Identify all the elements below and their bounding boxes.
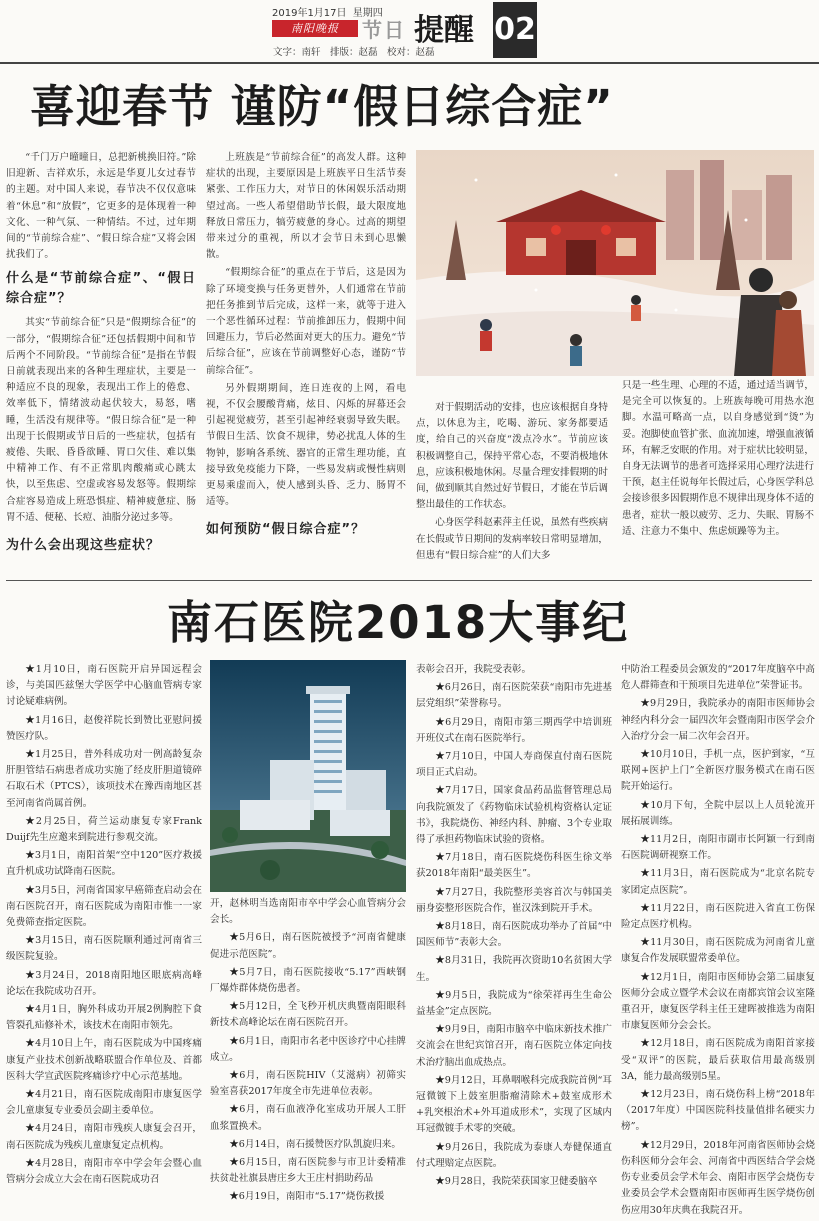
event-item [6,1121,202,1153]
event-text: 4月21日，南石医院成南阳市康复医学会儿童康复专业委员会副主委单位。 [6,1089,203,1117]
star-icon: ★ [435,1074,445,1086]
event-text: 4月28日，南阳市卒中学会年会暨心血管病分会成立大会在南石医院成功召 [6,1157,203,1186]
credits [273,44,435,58]
star-icon: ★ [435,955,445,967]
events-list [6,662,202,1188]
event-item [621,798,815,830]
event-item [210,965,406,997]
hospital-building-render [210,660,406,892]
event-item: 表彰会召开，我院受表彰。 [416,664,532,675]
star-icon: ★ [25,935,36,947]
paragraph: “千门万户曈曈日，总把新桃换旧符。”除旧迎新、吉祥欢乐，永远是华夏儿女过春节的主题。对中国人来说，春节决不仅仅意味着“休息”和“放假”，它更多的是体现着一种文化、一种气氛、一种情结。不过，过年期间的“节前综合症”、“假日综合症”又将会困扰我们了。 [6,152,196,261]
event-item [210,1068,406,1100]
event-text: 12月23日，南石烧伤科上榜“2018年（2017年度）中国医院科技量值排名硬实力榜”。 [621,1089,815,1133]
event-item [621,935,815,967]
event-item [210,1034,406,1066]
event-text: 2月25日，荷兰运动康复专家Frank Duijf先生应邀来到院进行参观交流。 [6,815,202,844]
event-item [416,1022,612,1071]
event-item [416,680,612,712]
star-icon: ★ [435,989,446,1001]
star-icon: ★ [25,1089,36,1101]
event-text: 6月1日，南阳市名老中医诊疗中心挂牌成立。 [210,1035,406,1063]
event-text: 7月27日，我院整形美容首次与韩国美丽身姿整形医院合作，崔汉洙到院开手术。 [416,886,613,914]
date-text: 2019年1月17日 [272,8,347,19]
event-text: 5月7日，南石医院接收“5.17”西峡钢厂爆炸群体烧伤患者。 [210,966,407,995]
star-icon: ★ [229,1070,240,1082]
star-icon: ★ [25,969,36,981]
star-icon: ★ [435,716,446,728]
star-icon: ★ [25,850,35,862]
paragraph: 对于假期活动的安排，也应该根据自身特点，以休息为主，吃喝、游玩、家务都要适度，给自己的兴奋度“泼点冷水”。节前应该积极调整自己，保持平常心态，不要消极地休息，应该积极地休闲。尽量合理安排假期的时间，做到顺其自然过好节假日，才能在节后调整出最佳的工作状态。 [416,402,608,511]
headline-1 [30,70,614,135]
section-divider [6,580,812,581]
event-item [621,696,815,745]
event-item [621,1138,815,1219]
star-icon: ★ [435,852,446,864]
festival-illustration [416,150,814,376]
hospital-photo [210,660,406,892]
event-text: 9月26日，我院成为泰康人寿健保通直付式理赔定点医院。 [416,1141,613,1169]
star-icon: ★ [435,886,446,898]
events-col4 [621,662,815,1221]
star-icon: ★ [640,937,651,949]
paragraph: “假期综合征”的重点在于节后，这是因为除了环境变换与任务更替外，人们通常在节前把任务推到节后完成，这样一来，就等于进入一个恶性循环过程：节前推卸压力，假期中间回避压力，节后必然面对更大的压力。避免“节后综合征”，应该在节前调整好心态，谨防“节前综合征”。 [206,267,406,376]
event-item [621,970,815,1035]
paragraph: 其实“节前综合征”只是“假期综合征”的一部分，“假期综合征”还包括假期中间和节后两个不同阶段。“节前综合征”是指在节假日前就表现出来的各种生理症状，主要是一种适应不良的现象，表现出工作上的倦怠、效率低下，情绪波动起伏较大，易怒，嗜睡，生活没有规律等。“假日综合征”是一种出现于长假期或节日后的一些症状，包括有疲倦、失眠、昏昏欲睡、胃口欠佳、难以集中精神工作、有不正常肌肉酸痛或心跳太快，以至焦虑、空虚或容易发怒等。假期综合症容易造成上班恐惧症、精神疲惫症、肠胃不适、便秘、长痘、油脂分泌过多等。 [6,317,196,523]
event-item [210,999,406,1031]
event-text: 10月下旬，全院中层以上人员轮流开展拓展训练。 [621,799,815,827]
event-text: 4月24日，南阳市残疾人康复会召开，南石医院成为残疾儿童康复定点机构。 [6,1123,203,1151]
event-item [210,1155,406,1187]
star-icon: ★ [25,714,36,726]
paragraph: 上班族是“节前综合征”的高发人群。这种症状的出现，主要原因是上班族平日生活节奏紧张、工作压力大，对节日的休闲娱乐活动期望过高。一些人希望借助节长假，最大限度地释放日常压力，犒劳疲惫的身心。过高的期望带来过分的重视，所以才会节日未到心思懒散。 [206,152,406,261]
star-icon: ★ [229,932,240,944]
paragraph: 另外假期期间，连日连夜的上网，看电视，不仅会腰酸背痛，炫目、闪烁的屏幕还会引起视觉疲劳，甚至引起神经衰弱导致失眠。节假日生活、饮食不规律，势必扰乱人体的生物钟，影响各系统、器官的正常生理功能，直接导致免疫能力下降，一些易发病或慢性病则更易乘虚而入，使人感到头昏、乏力、肠胃不适等。 [206,382,406,508]
event-item [210,1189,406,1205]
star-icon: ★ [229,1157,240,1169]
event-item [210,930,406,962]
newspaper-logo [272,20,358,37]
event-text: 5月12日，全飞秒开机庆典暨南阳眼科新技术高峰论坛在南石医院召开。 [210,1001,407,1029]
star-icon: ★ [229,1191,239,1203]
section-text: 节日 [362,18,406,42]
subhead-3: 如何预防“假日综合症”？ [206,522,366,538]
events-list [416,662,612,1190]
event-item [621,747,815,796]
logo-text: 南阳晚报 [291,22,339,35]
event-item [6,814,202,846]
event-text: 10月10日，手机一点，医护到家，“互联网+医护上门”全新医疗服务模式在南石医院开始运行。 [621,749,815,793]
event-text: 4月10日上午，南石医院成为中国疼痛康复产业技术创新战略联盟合作单位及、首都医科大学宣武医院疼痛诊疗中心示范基地。 [6,1038,203,1082]
event-text: 9月28日，我院荣获国家卫健委脑卒 [444,1176,598,1188]
event-item [621,1036,815,1085]
event-item [621,832,815,864]
event-text: 7月17日，国家食品药品监督管理总局向我院颁发了《药物临床试验机构资格认定证书》，我院烧伤、神经内科、肿瘤、3个专业取得了承担药物临床试验的资格。 [416,785,613,846]
events-col2 [210,896,406,1208]
event-item [416,1174,612,1190]
event-text: 6月，南石医院HIV（艾滋病）初筛实验室喜获2017年度全市先进单位表彰。 [210,1070,406,1098]
star-icon: ★ [640,868,651,880]
star-icon: ★ [640,698,650,710]
weekday-text: 星期四 [352,8,383,19]
events-col3 [416,662,612,1192]
section-label-2 [414,5,474,49]
event-text: 8月18日，南石医院成功举办了首届“中国医师节”表彰大会。 [416,921,613,949]
headline-1-text: 喜迎春节 谨防“假日综合症” [30,80,614,133]
article1-col1 [6,150,196,562]
event-text: 6月14日，南石援赞医疗队凯旋归来。 [238,1138,401,1150]
event-text: 11月2日，南阳市副市长阿颖一行到南石医院调研视察工作。 [621,834,816,862]
star-icon: ★ [25,884,35,896]
event-item: 开，赵林明当选南阳市卒中学会心血管病分会会长。 [210,898,406,926]
event-item [6,713,202,745]
header-rule [0,62,819,64]
star-icon: ★ [640,902,651,914]
event-item [416,783,612,848]
star-icon: ★ [229,1138,239,1150]
event-text: 11月3日，南石医院成为“北京名院专家团定点医院”。 [621,868,815,896]
star-icon: ★ [25,664,36,675]
event-item [416,749,612,781]
event-item [210,1137,406,1153]
event-item [416,1140,612,1172]
event-text: 9月29日，我院承办的南阳市医师协会神经内科分会一届四次年会暨南阳市医学会介入治疗分会一届二次年会召开。 [621,698,816,742]
winter-festival-scene [416,150,814,376]
star-icon: ★ [25,749,36,761]
star-icon: ★ [435,682,445,694]
event-text: 11月30日，南石医院成为河南省儿童康复合作发展联盟常委单位。 [621,937,815,965]
star-icon: ★ [435,921,445,933]
event-text: 3月15日，南石医院顺利通过河南省三级医院复验。 [6,935,203,963]
star-icon: ★ [435,751,446,763]
star-icon: ★ [435,1141,446,1153]
paragraph: 心身医学科赵素萍主任说，虽然有些疾病在长假或节日期间的发病率较日常明显增加，但患有“假日综合症”的人们大多 [416,517,608,561]
event-item [6,933,202,965]
event-item [416,850,612,882]
event-item [6,662,202,711]
event-text: 6月19日，南阳市“5.17”烧伤救援 [238,1191,385,1203]
star-icon: ★ [640,749,650,761]
star-icon: ★ [435,785,446,797]
event-text: 12月1日，南阳市医师协会第二届康复医师分会成立暨学术会议在南都宾馆会议室隆重召开，康复医学科主任王建晖被推选为南阳市康复医师分会会长。 [621,971,816,1032]
event-item [6,968,202,1000]
event-text: 1月25日，普外科成功对一例高龄复杂肝胆管结石病患者成功实施了经皮肝胆道镜碎石取石术（PTCS），该项技术在豫西南地区甚至河南省尚属首例。 [6,749,203,809]
event-item [621,1087,815,1136]
event-text: 4月1日，胸外科成功开展2例胸腔下食管裂孔疝修补术，该技术在南阳市领先。 [6,1004,203,1032]
star-icon: ★ [229,1104,240,1116]
event-text: 11月22日，南石医院进入省直工伤保险定点医疗机构。 [621,902,815,931]
event-text: 7月18日，南石医院烧伤科医生徐文举获2018年南阳“最美医生”。 [416,852,613,880]
event-text: 9月9日，南阳市脑卒中临床新技术推广交流会在世纪宾馆召开，南石医院立体定向技术治疗脑出血成热点。 [416,1024,612,1068]
event-text: 1月16日，赵俊祥院长到赞比亚慰问援赞医疗队。 [6,714,203,742]
event-text: 12月29日，2018年河南省医师协会烧伤科医师分会年会、河南省中西医结合学会烧伤专业委员会学术年会、南阳市医学会烧伤专业委员会学术会暨南阳市医师再生医学烧伤创伤应用30年庆典在我院召开。 [621,1139,815,1216]
event-item [6,747,202,812]
star-icon: ★ [435,1176,445,1188]
headline-2-text: 南石医院2018大事纪 [167,596,630,649]
star-icon: ★ [640,1139,650,1151]
event-text: 7月10日，中国人寿商保直付南石医院项目正式启动。 [416,751,613,779]
star-icon: ★ [640,1089,651,1101]
star-icon: ★ [25,1157,36,1169]
event-text: 6月，南石血液净化室成功开展人工肝血浆置换术。 [210,1104,406,1132]
star-icon: ★ [25,1123,36,1135]
events-col1 [6,662,202,1190]
section2-text: 提醒 [414,13,474,48]
star-icon: ★ [640,1038,651,1050]
subhead-1: 什么是“节前综合症”、“假日综合症”？ [6,271,196,307]
star-icon: ★ [229,966,240,978]
event-item [416,1073,612,1138]
event-item [416,988,612,1020]
event-item [6,1002,202,1034]
event-item [6,1087,202,1119]
event-item [6,883,202,932]
event-text: 6月29日，南阳市第三期西学中培训班开班仪式在南石医院举行。 [416,716,613,744]
headline-2 [167,586,629,651]
event-item [6,1036,202,1085]
event-text: 8月31日，我院再次资助10名贫困大学生。 [416,955,612,983]
event-item [6,848,202,880]
star-icon: ★ [435,1024,445,1036]
star-icon: ★ [229,1001,240,1013]
event-text: 3月5日，河南省国家早癌筛查启动会在南石医院召开，南石医院成为南阳市惟一一家免费筛查指定医院。 [6,884,202,929]
star-icon: ★ [229,1035,239,1047]
event-text: 1月10日，南石医院开启异国远程会诊，与美国匹兹堡大学医学中心脑血管病专家讨论疑难病例。 [6,664,203,708]
page-number-text: 02 [494,12,536,47]
page-number [493,2,537,58]
star-icon: ★ [640,834,650,846]
event-item [210,1102,406,1134]
event-text: 9月5日，我院成为“徐荣祥再生生命公益基金”定点医院。 [416,989,612,1018]
event-text: 3月24日，2018南阳地区眼底病高峰论坛在我院成功召开。 [6,969,202,997]
event-text: 12月18日，南石医院成为南阳首家接受“双评”的医院，最后获取信用最高级别3A，能力最高级别5星。 [621,1038,815,1082]
event-item: 中防治工程委员会颁发的“2017年度脑卒中高危人群筛查和干预项目先进单位”荣誉证书。 [621,664,815,692]
event-item [416,885,612,917]
star-icon: ★ [25,1038,36,1050]
event-item [6,1156,202,1188]
star-icon: ★ [25,815,36,827]
paragraph: 只是一些生理、心理的不适，通过适当调节，是完全可以恢复的。上班族每晚可用热水泡脚。水温可略高一点，以自身感觉到“烫”为妥。泡脚使血管扩张、血流加速，增强血液循环，有解乏安眠的作用。对于症状比较明显，自身无法调节的患者可选择采用心理疗法进行干预，赵主任说每年长假过后，心身医学科总会接诊很多因假期作息不规律出现身体不适的患者，症状一般以疲劳、乏力、失眠、胃肠不适、注意力不集中、焦虑烦躁等为主。 [622,380,814,537]
event-text: 5月6日，南石医院被授予“河南省健康促进示范医院”。 [210,932,406,960]
event-item [621,866,815,898]
event-text: 6月26日，南石医院荣获“南阳市先进基层党组织”荣誉称号。 [416,682,613,710]
star-icon: ★ [640,971,650,983]
event-text: 6月15日，南石医院参与市卫计委精准扶贫赴社旗县唐庄乡大王庄村捐助药品 [210,1157,407,1185]
article1-col2 [206,150,406,546]
event-item [416,715,612,747]
events-list [210,896,406,1206]
star-icon: ★ [640,799,651,811]
section-label [362,14,406,43]
event-item [621,901,815,933]
credits-text: 文字：南轩 排版：赵磊 校对：赵磊 [273,47,435,58]
event-item [416,953,612,985]
article1-col4 [622,378,814,542]
article1-col3 [416,400,608,566]
event-text: 9月12日，耳鼻咽喉科完成我院首例“耳冠微镀下上鼓室胆脂瘤清除术+鼓室成形术+乳突根治术+外耳道成形术”，实现了区域内耳冠微镀手术零的突破。 [416,1074,613,1135]
star-icon: ★ [25,1004,36,1016]
event-text: 3月1日，南阳首架“空中120”医疗救援直升机成功试降南石医院。 [6,850,203,878]
subhead-2: 为什么会出现这些症状？ [6,538,161,554]
events-list [621,662,815,1219]
event-item [416,919,612,951]
